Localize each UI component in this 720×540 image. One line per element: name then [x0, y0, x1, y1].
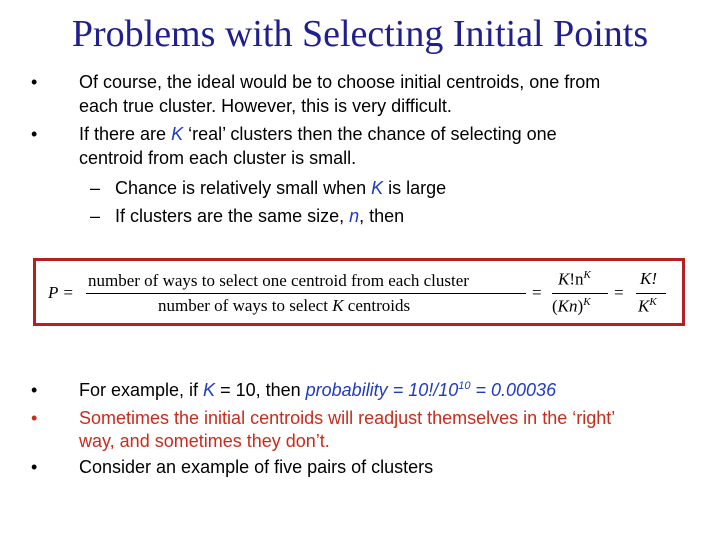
variable-k: K	[371, 178, 384, 198]
fraction-2-bar	[552, 293, 608, 294]
fraction-1-bar	[86, 293, 526, 294]
bullet-dot: •	[31, 408, 38, 428]
variable-k: K	[171, 124, 184, 144]
variable-n: n	[349, 206, 360, 226]
formula-box	[33, 258, 685, 326]
sub-bullet-dash: –	[90, 206, 101, 226]
fraction-3-numerator: K!	[640, 269, 657, 288]
formula-lhs: P =	[48, 283, 74, 302]
sub-bullet-1: Chance is relatively small when K is large	[115, 178, 447, 198]
probability-term: probability	[305, 380, 388, 400]
fraction-3-denominator: $K^K$	[638, 296, 657, 316]
fraction-2-denominator: $(Kn)^K$	[552, 296, 591, 316]
bullet-1-line-2: each true cluster. However, this is very difficult.	[79, 96, 452, 116]
slide-title: Problems with Selecting Initial Points	[71, 13, 649, 55]
bullet-dot: •	[31, 72, 38, 92]
sub-bullet-2: If clusters are the same size, n, then	[115, 206, 405, 226]
bullet-2-line-1: If there are K ‘real’ clusters then the chance of selecting one	[79, 124, 557, 144]
bullet-readjust-line-2: way, and sometimes they don’t.	[79, 431, 330, 451]
fraction-1-denominator: number of ways to select K centroids	[158, 296, 411, 315]
bullet-example: For example, if K = 10, then probability = $10!/10^{10} = 0.00036$	[79, 380, 557, 400]
bullet-dot: •	[31, 124, 38, 144]
fraction-1-numerator: number of ways to select one centroid from each cluster	[88, 271, 469, 290]
bullet-consider: Consider an example of five pairs of clusters	[79, 457, 434, 477]
bullet-dot: •	[31, 457, 38, 477]
equals-sign: =	[532, 283, 542, 302]
variable-k: K	[203, 380, 216, 400]
bullet-1-line-1: Of course, the ideal would be to choose initial centroids, one from	[79, 72, 601, 92]
fraction-3-bar	[636, 293, 666, 294]
bullet-readjust-line-1: Sometimes the initial centroids will readjust themselves in the ‘right’	[79, 408, 616, 428]
fraction-2-numerator: $K!n^K$	[558, 269, 591, 289]
bullet-dot: •	[31, 380, 38, 400]
equals-sign-2: =	[614, 283, 624, 302]
sub-bullet-dash: –	[90, 178, 101, 198]
bullet-2-line-2: centroid from each cluster is small.	[79, 148, 357, 168]
